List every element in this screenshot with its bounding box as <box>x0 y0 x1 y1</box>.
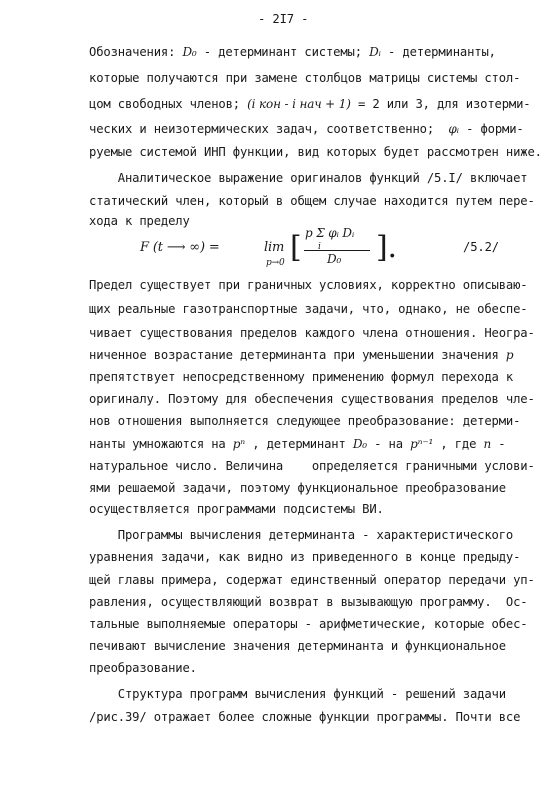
text-line: нов отношения выполняется следующее преобразование: детерми- <box>89 414 521 428</box>
text-line: равления, осуществляющий возврат в вызывающую программу. Ос- <box>89 595 528 609</box>
text-line: руемые системой ИНП функции, вид которых будет рассмотрен ниже. <box>89 145 542 159</box>
formula-bracket-left: [ <box>290 230 302 265</box>
index-expression: (i кон - i нач + 1) <box>247 97 351 111</box>
formula-numerator: p Σ φᵢ Dᵢ <box>305 226 355 240</box>
text-line: чивает существования пределов каждого члена отношения. Неогра- <box>89 326 535 340</box>
symbol-di: Dᵢ <box>369 45 381 59</box>
text-line: Предел существует при граничных условиях, корректно описываю- <box>89 278 528 292</box>
text-line: препятствует непосредственному применению формул перехода к <box>89 370 514 384</box>
text-line: /рис.39/ отражает более сложные функции программы. Почти все <box>89 710 521 724</box>
text-line: статический член, который в общем случае находится путем пере- <box>89 194 535 208</box>
formula-sum-index: i <box>318 242 321 252</box>
text-line: хода к пределу <box>89 214 190 228</box>
symbol-phi-i: φᵢ <box>448 122 459 136</box>
formula-bracket-right: ]. <box>376 230 397 265</box>
symbol-p-n: pⁿ <box>232 437 245 451</box>
page-number: - 2I7 - <box>258 12 309 26</box>
text-line: натуральное число. Величина определяется граничными услови- <box>89 459 535 473</box>
formula-lhs: F (t ⟶ ∞) = <box>140 240 220 255</box>
text-line: Аналитическое выражение оригиналов функций /5.I/ включает <box>89 171 528 185</box>
text-line: ями решаемой задачи, поэтому функциональное преобразование <box>89 481 506 495</box>
formula-lim: lim <box>264 240 285 255</box>
text-line: Структура программ вычисления функций - решений задачи <box>89 687 506 701</box>
text-line: тальные выполняемые операторы - арифметические, которые обес- <box>89 617 528 631</box>
symbol-p: p <box>505 348 514 362</box>
formula-lim-sub: p→0 <box>266 258 285 268</box>
symbol-d0: D₀ <box>182 45 197 59</box>
symbol-n: n <box>483 437 492 451</box>
text-line: Программы вычисления детерминанта - характеристического <box>89 528 514 542</box>
text-line: которые получаются при замене столбцов матрицы системы стол- <box>89 71 521 85</box>
text-line: оригиналу. Поэтому для обеспечения существования пределов чле- <box>89 392 535 406</box>
text-line: цом свободных членов; (i кон - i нач + 1) = 2 или 3, для изотерми- <box>89 97 531 111</box>
text-line: щих реальные газотранспортные задачи, что, однако, не обеспе- <box>89 302 528 316</box>
formula-5-2 <box>140 226 540 272</box>
text-line: преобразование. <box>89 661 197 675</box>
text-line: щей главы примера, содержат единственный оператор передачи уп- <box>89 573 535 587</box>
text-line: нанты умножаются на pⁿ , детерминант D₀ - на pⁿ⁻¹ , где n - <box>89 437 506 451</box>
formula-denominator: D₀ <box>327 252 342 266</box>
symbol-d0: D₀ <box>352 437 367 451</box>
text-line: Обозначения: D₀ - детерминант системы; Dᵢ - детерминанты, <box>89 45 496 59</box>
text-line: ниченное возрастание детерминанта при уменьшении значения p <box>89 348 514 362</box>
symbol-p-n-minus-1: pⁿ⁻¹ <box>410 437 434 451</box>
fraction-bar <box>304 250 370 251</box>
equation-number: /5.2/ <box>463 240 499 254</box>
text-line: осуществляется программами подсистемы ВИ. <box>89 502 384 516</box>
text-line: ческих и неизотермических задач, соответственно; φᵢ - форми- <box>89 122 524 136</box>
text-line: уравнения задачи, как видно из приведенного в конце предыду- <box>89 550 521 564</box>
text-line: печивают вычисление значения детерминанта и функциональное <box>89 639 506 653</box>
